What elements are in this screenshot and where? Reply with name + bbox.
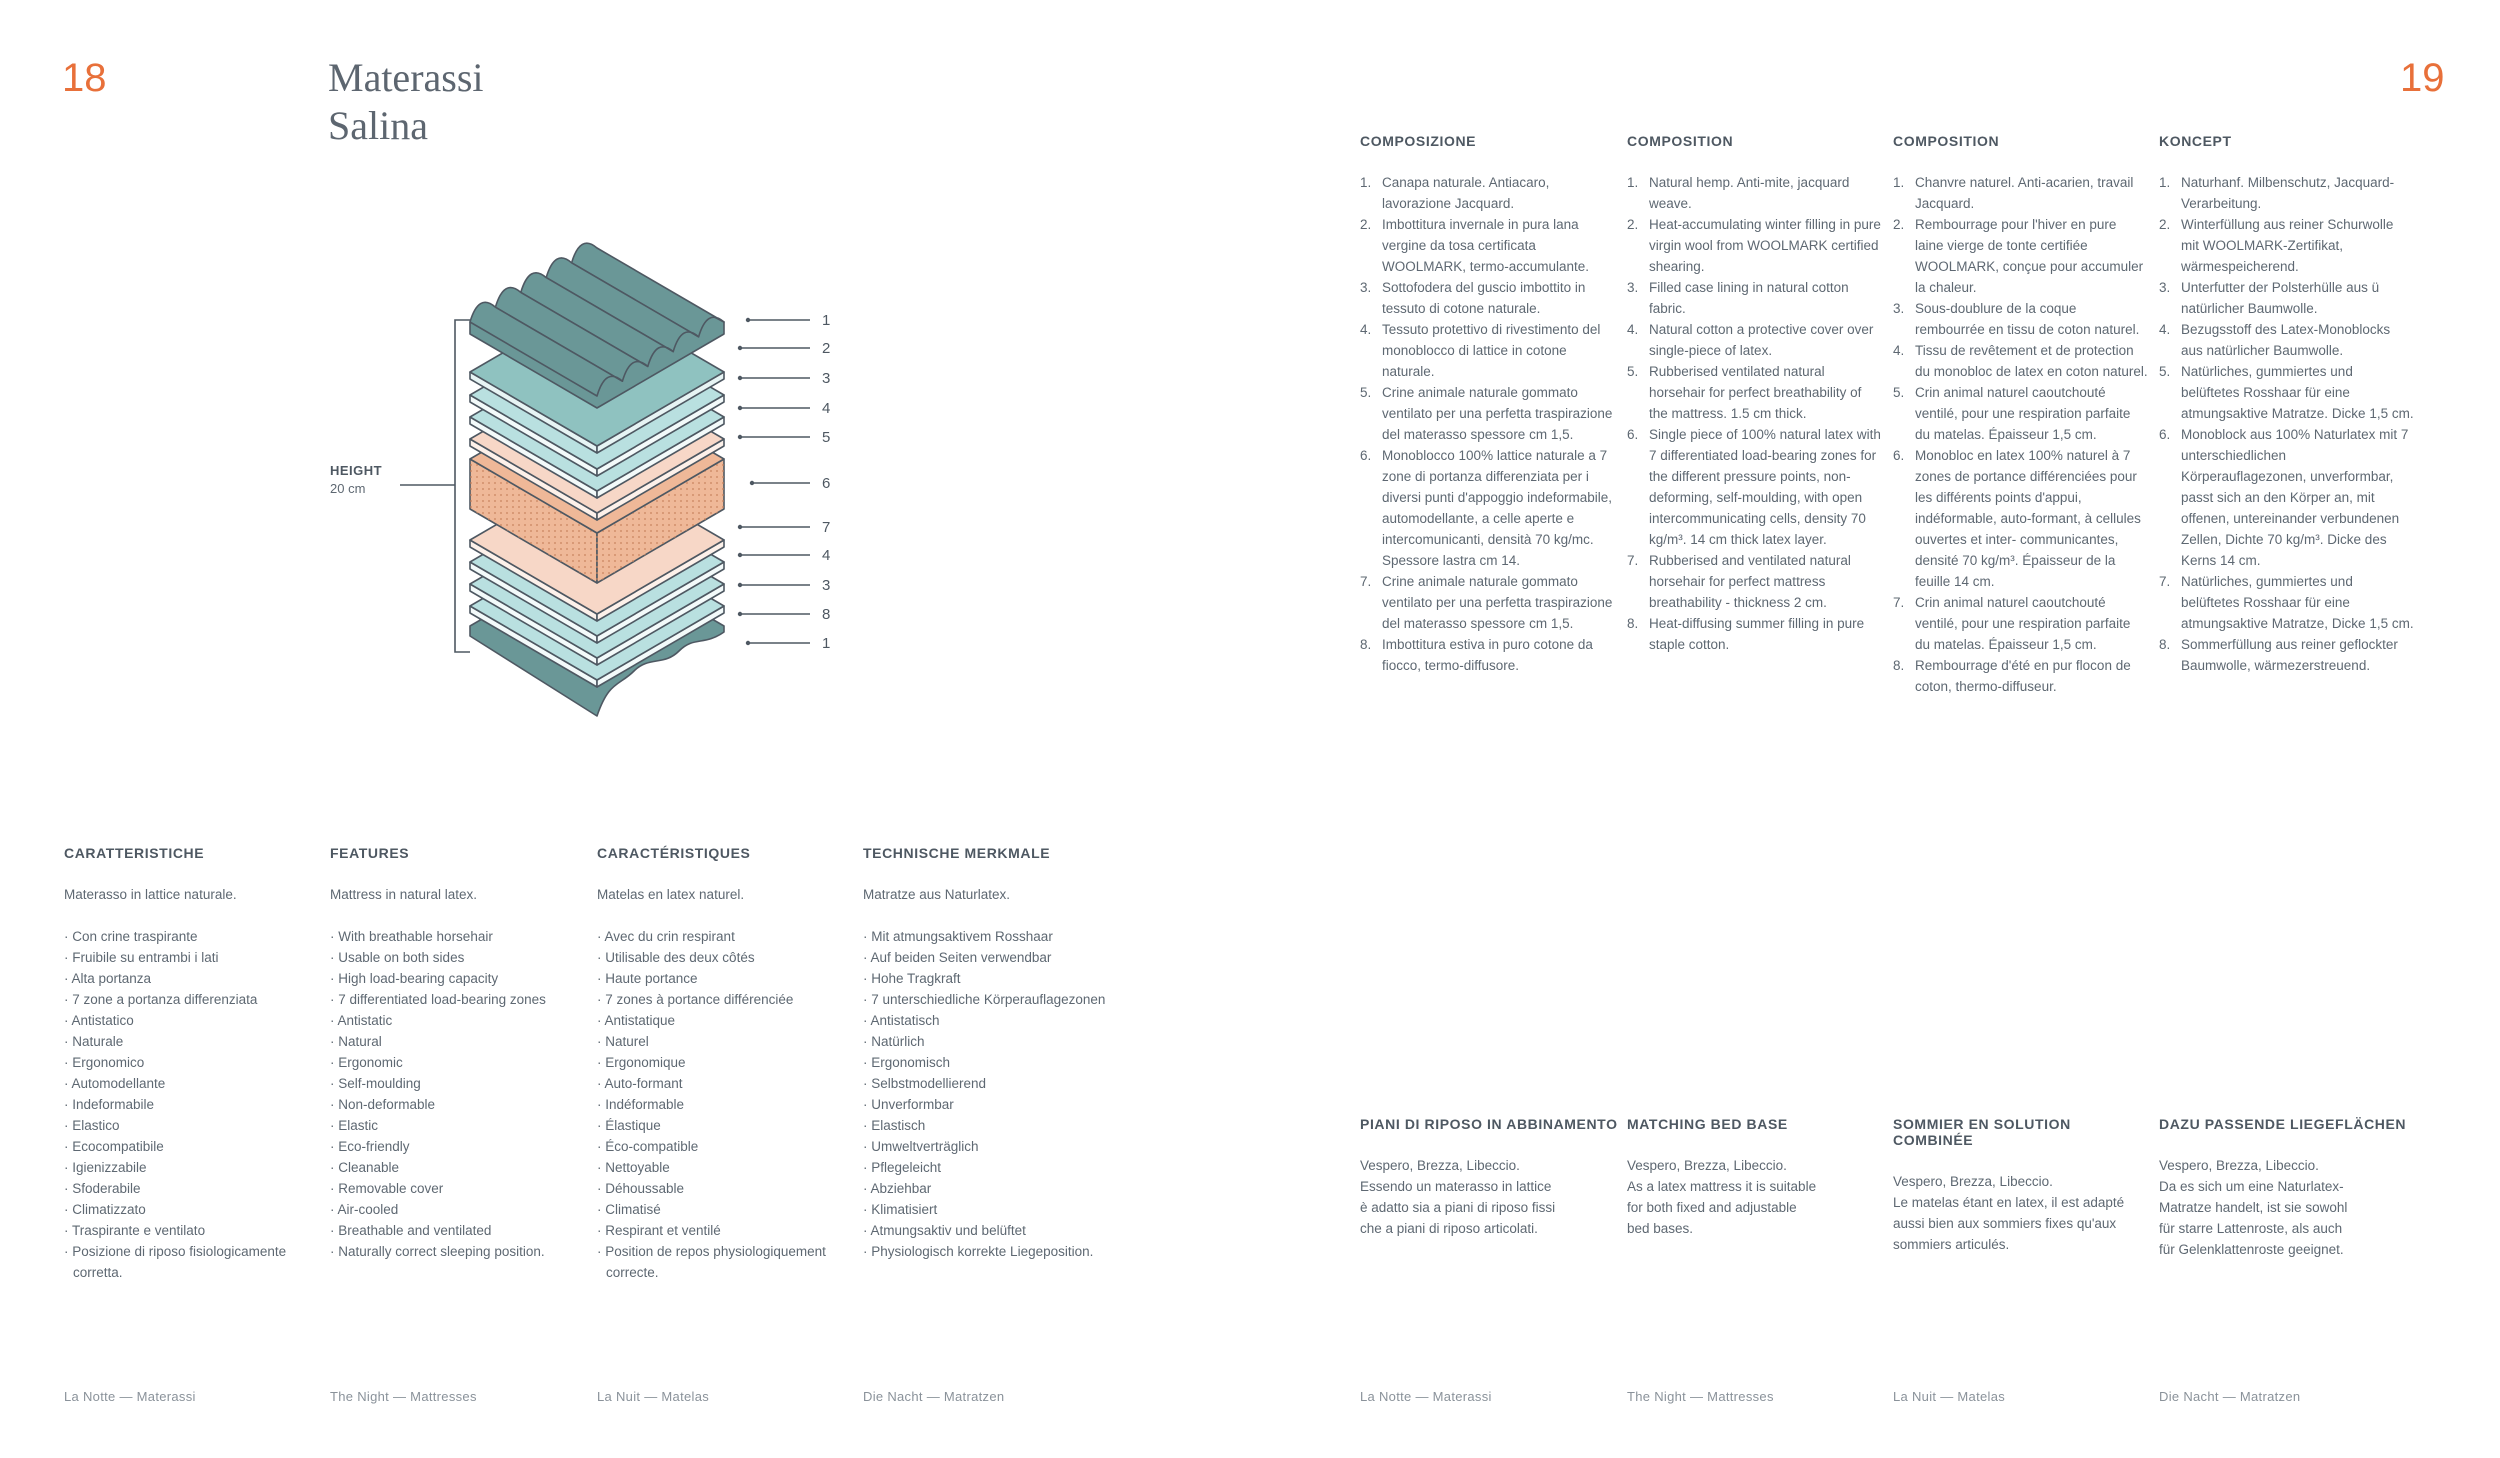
composition-item-text: Winterfüllung aus reiner Schurwolle mit WOOLMARK-Zertifikat, wärmespeicherend. <box>2181 217 2394 274</box>
composition-item-number: 8. <box>1360 637 1372 652</box>
composition-item-text: Imbottitura estiva in puro cotone da fiocco, termo-diffusore. <box>1382 637 1593 673</box>
footer-label: La Nuit — Matelas <box>597 1389 710 1404</box>
feature-item: · Con crine traspirante <box>64 929 198 944</box>
composition-item-text: Unterfutter der Polsterhülle aus ü natürlicher Baumwolle. <box>2181 280 2380 316</box>
composition-item <box>1360 571 1615 634</box>
feature-item: · Ecocompatibile <box>64 1139 164 1154</box>
composition-item <box>1360 214 1615 277</box>
bed-base-text-line: che a piani di riposo articolati. <box>1360 1221 1538 1236</box>
feature-item: · 7 differentiated load-bearing zones <box>330 992 546 1007</box>
composition-item-text: Sottofodera del guscio imbottito in tessuto di cotone naturale. <box>1382 280 1586 316</box>
composition-header: KONCEPT <box>2159 133 2232 149</box>
feature-item: · Physiologisch korrekte Liegeposition. <box>863 1244 1094 1259</box>
feature-item: · Umweltverträglich <box>863 1139 979 1154</box>
features-intro: Matratze aus Naturlatex. <box>863 887 1011 902</box>
bed-base-text-line: Matratze handelt, ist sie sowohl <box>2159 1200 2348 1215</box>
feature-item: · Auf beiden Seiten verwendbar <box>863 950 1052 965</box>
composition-item-number: 2. <box>1893 217 1905 232</box>
composition-column <box>1360 133 1615 676</box>
features-column <box>597 845 847 1283</box>
composition-item-text: Single piece of 100% natural latex with 7 differentiated load-bearing zones for the different pressure points, non-deforming, self-moulding, with open intercommunicating cells, density 70 kg/m³. 14 cm thick latex layer. <box>1649 427 1881 547</box>
feature-item: · Antistatique <box>597 1013 676 1028</box>
composition-item <box>1627 214 1882 277</box>
composition-item-number: 7. <box>1627 553 1639 568</box>
features-header: FEATURES <box>330 845 410 861</box>
layer-number-label: 3 <box>822 577 831 594</box>
features-intro: Mattress in natural latex. <box>330 887 478 902</box>
bed-base-text-line: aussi bien aux sommiers fixes qu'aux <box>1893 1216 2117 1231</box>
layer-number-label: 6 <box>822 475 831 492</box>
feature-item: · Posizione di riposo fisiologicamente corretta. <box>64 1244 287 1280</box>
layer-leader-dot <box>738 553 742 557</box>
layer-leader-dot <box>738 612 742 616</box>
feature-item: · Unverformbar <box>863 1097 954 1112</box>
composition-item-text: Chanvre naturel. Anti-acarien, travail Jacquard. <box>1915 175 2134 211</box>
composition-item-number: 6. <box>1360 448 1372 463</box>
composition-item <box>1893 298 2148 340</box>
feature-item: · Igienizzabile <box>64 1160 147 1175</box>
bed-base-section <box>1360 1116 2420 1316</box>
composition-item-text: Rubberised ventilated natural horsehair for perfect breathability of the mattress. 1.5 cm thick. <box>1649 364 1862 421</box>
footer-label: La Notte — Materassi <box>64 1389 196 1404</box>
composition-item-number: 3. <box>1627 280 1639 295</box>
composition-item-number: 8. <box>2159 637 2171 652</box>
composition-item-number: 1. <box>1627 175 1639 190</box>
composition-item-text: Crin animal naturel caoutchouté ventilé, pour une respiration parfaite du matelas. Épaisseur 1,5 cm. <box>1915 385 2131 442</box>
layer-leader-dot <box>738 376 742 380</box>
layer-number-label: 2 <box>822 340 831 357</box>
composition-column <box>1893 133 2148 697</box>
page-number-left: 18 <box>62 56 107 100</box>
composition-item <box>1893 592 2148 655</box>
feature-item: · Elastisch <box>863 1118 926 1133</box>
feature-item: · Non-deformable <box>330 1097 436 1112</box>
feature-item: · Antistatic <box>330 1013 393 1028</box>
bed-base-text-line: Vespero, Brezza, Libeccio. <box>1893 1174 2053 1189</box>
feature-item: · Avec du crin respirant <box>597 929 735 944</box>
feature-item: · Ergonomico <box>64 1055 145 1070</box>
bed-base-text-line: Essendo un materasso in lattice <box>1360 1179 1552 1194</box>
composition-item-number: 8. <box>1627 616 1639 631</box>
layer-number-label: 1 <box>822 312 831 329</box>
footer-label: The Night — Mattresses <box>330 1389 477 1404</box>
composition-item <box>1360 319 1615 382</box>
composition-item-number: 1. <box>2159 175 2171 190</box>
layer-leader-dot <box>746 641 750 645</box>
feature-item: · Traspirante e ventilato <box>64 1223 206 1238</box>
composition-item <box>1360 277 1615 319</box>
composition-list <box>1360 172 1615 676</box>
composition-item-text: Naturhanf. Milbenschutz, Jacquard-Verarbeitung. <box>2181 175 2395 211</box>
layer-number-label: 4 <box>822 547 831 564</box>
composition-item-number: 5. <box>1360 385 1372 400</box>
feature-item: · With breathable horsehair <box>330 929 493 944</box>
composition-item <box>1627 277 1882 319</box>
footer-label: La Nuit — Matelas <box>1893 1389 2006 1404</box>
composition-item-number: 1. <box>1360 175 1372 190</box>
feature-item: · Klimatisiert <box>863 1202 938 1217</box>
layer-number-label: 4 <box>822 400 831 417</box>
feature-item: · Fruibile su entrambi i lati <box>64 950 219 965</box>
features-column <box>64 845 314 1283</box>
feature-item: · Ergonomic <box>330 1055 403 1070</box>
composition-item-number: 1. <box>1893 175 1905 190</box>
composition-item-number: 5. <box>2159 364 2171 379</box>
composition-item <box>1893 445 2148 592</box>
feature-item: · Breathable and ventilated <box>330 1223 492 1238</box>
composition-item-text: Monoblock aus 100% Naturlatex mit 7 unterschiedlichen Körperauflagezonen, unverformbar, passt sich an den Körper an, mit offenen, untereinander verbundenen Zellen, Dichte 70 kg/m³. Dicke des Kerns 14 cm. <box>2181 427 2409 568</box>
composition-item-number: 7. <box>2159 574 2171 589</box>
composition-item-text: Bezugsstoff des Latex-Monoblocks aus natürlicher Baumwolle. <box>2181 322 2391 358</box>
feature-item: · Sfoderabile <box>64 1181 141 1196</box>
composition-item <box>2159 424 2414 571</box>
height-value: 20 cm <box>330 481 366 496</box>
feature-item: · Natürlich <box>863 1034 925 1049</box>
composition-item <box>1893 655 2148 697</box>
composition-item-text: Filled case lining in natural cotton fabric. <box>1649 280 1849 316</box>
composition-section <box>1360 133 2420 833</box>
feature-item: · Antistatisch <box>863 1013 940 1028</box>
feature-item: · Natural <box>330 1034 382 1049</box>
bed-base-text-line: Vespero, Brezza, Libeccio. <box>1360 1158 1520 1173</box>
composition-header: COMPOSITION <box>1627 133 1734 149</box>
composition-item <box>1627 424 1882 550</box>
bed-base-header: DAZU PASSENDE LIEGEFLÄCHEN <box>2159 1116 2407 1132</box>
composition-item-number: 7. <box>1360 574 1372 589</box>
feature-item: · Auto-formant <box>597 1076 683 1091</box>
composition-item <box>1893 382 2148 445</box>
footer-right <box>1360 1389 2420 1409</box>
composition-item <box>1360 382 1615 445</box>
composition-item-text: Crin animal naturel caoutchouté ventilé, pour une respiration parfaite du matelas. Épaisseur 1,5 cm. <box>1915 595 2131 652</box>
composition-item-number: 2. <box>2159 217 2171 232</box>
feature-item: · Selbstmodellierend <box>863 1076 987 1091</box>
composition-list <box>2159 172 2414 676</box>
feature-item: · Utilisable des deux côtés <box>597 950 755 965</box>
footer-label: Die Nacht — Matratzen <box>2159 1389 2301 1404</box>
height-label: HEIGHT <box>330 463 383 478</box>
bed-base-text-line: für starre Lattenroste, als auch <box>2159 1221 2343 1236</box>
features-list <box>597 926 847 1283</box>
features-list <box>64 926 314 1283</box>
feature-item: · Mit atmungsaktivem Rosshaar <box>863 929 1053 944</box>
footer-left <box>64 1389 1144 1409</box>
bed-base-text-line: Da es sich um eine Naturlatex- <box>2159 1179 2344 1194</box>
features-section <box>64 845 1144 1345</box>
feature-item: · 7 zones à portance différenciée <box>597 992 794 1007</box>
feature-item: · Removable cover <box>330 1181 444 1196</box>
composition-item <box>2159 361 2414 424</box>
feature-item: · 7 zone a portanza differenziata <box>64 992 258 1007</box>
composition-item <box>1360 172 1615 214</box>
features-list <box>330 926 580 1262</box>
feature-item: · Naturel <box>597 1034 649 1049</box>
composition-item-text: Rembourrage d'été en pur flocon de coton, thermo-diffuseur. <box>1915 658 2131 694</box>
composition-item-text: Tessuto protettivo di rivestimento del monoblocco di lattice in cotone naturale. <box>1382 322 1601 379</box>
features-list <box>863 926 1123 1262</box>
feature-item: · Self-moulding <box>330 1076 421 1091</box>
features-header: TECHNISCHE MERKMALE <box>863 845 1051 861</box>
composition-item <box>2159 172 2414 214</box>
bed-base-text-line: Vespero, Brezza, Libeccio. <box>2159 1158 2319 1173</box>
feature-item: · Elastico <box>64 1118 120 1133</box>
composition-item-text: Canapa naturale. Antiacaro, lavorazione Jacquard. <box>1382 175 1550 211</box>
feature-item: · Abziehbar <box>863 1181 932 1196</box>
composition-item <box>1627 319 1882 361</box>
layer-leader-dot <box>738 406 742 410</box>
composition-item <box>1893 340 2148 382</box>
feature-item: · 7 unterschiedliche Körperauflagezonen <box>863 992 1106 1007</box>
composition-item <box>2159 214 2414 277</box>
feature-item: · Atmungsaktiv und belüftet <box>863 1223 1026 1238</box>
feature-item: · Éco-compatible <box>597 1139 699 1154</box>
composition-item-text: Heat-diffusing summer filling in pure staple cotton. <box>1649 616 1865 652</box>
feature-item: · Déhoussable <box>597 1181 685 1196</box>
bed-base-text-line: Le matelas étant en latex, il est adapté <box>1893 1195 2125 1210</box>
bed-base-column <box>1893 1116 2155 1255</box>
composition-item <box>2159 277 2414 319</box>
bed-base-text-line: sommiers articulés. <box>1893 1237 2010 1252</box>
features-header: CARATTERISTICHE <box>64 845 205 861</box>
composition-item-text: Natürliches, gummiertes und belüftetes Rosshaar für eine atmungsaktive Matratze, Dicke 1,5 cm. <box>2181 574 2414 631</box>
feature-item: · Hohe Tragkraft <box>863 971 961 986</box>
composition-item-number: 4. <box>2159 322 2171 337</box>
features-intro: Matelas en latex naturel. <box>597 887 745 902</box>
feature-item: · Ergonomisch <box>863 1055 951 1070</box>
feature-item: · Indéformable <box>597 1097 685 1112</box>
composition-item-number: 3. <box>1893 301 1905 316</box>
composition-item-text: Tissu de revêtement et de protection du monobloc de latex en coton naturel. <box>1915 343 2148 379</box>
composition-item-text: Natural cotton a protective cover over single-piece of latex. <box>1649 322 1874 358</box>
composition-item <box>1893 172 2148 214</box>
composition-list <box>1893 172 2148 697</box>
composition-item-number: 4. <box>1893 343 1905 358</box>
feature-item: · Automodellante <box>64 1076 166 1091</box>
composition-item-number: 6. <box>1893 448 1905 463</box>
layer-number-label: 7 <box>822 519 831 536</box>
feature-item: · Naturally correct sleeping position. <box>330 1244 545 1259</box>
composition-item <box>1627 361 1882 424</box>
feature-item: · Usable on both sides <box>330 950 465 965</box>
composition-column <box>1627 133 1882 655</box>
composition-item-number: 6. <box>1627 427 1639 442</box>
composition-item-number: 8. <box>1893 658 1905 673</box>
feature-item: · Indeformabile <box>64 1097 155 1112</box>
layer-leader-dot <box>738 583 742 587</box>
composition-item <box>1360 445 1615 571</box>
feature-item: · Alta portanza <box>64 971 152 986</box>
feature-item: · Cleanable <box>330 1160 400 1175</box>
feature-item: · Air-cooled <box>330 1202 399 1217</box>
composition-item <box>2159 571 2414 634</box>
composition-item-text: Rembourrage pour l'hiver en pure laine vierge de tonte certifiée WOOLMARK, conçue pour accumuler la chaleur. <box>1915 217 2144 295</box>
composition-item <box>1360 634 1615 676</box>
composition-item <box>1627 172 1882 214</box>
layer-leader-dot <box>738 346 742 350</box>
composition-item-number: 4. <box>1360 322 1372 337</box>
bed-base-column <box>2159 1116 2421 1260</box>
features-header: CARACTÉRISTIQUES <box>597 845 751 861</box>
composition-item-text: Crine animale naturale gommato ventilato per una perfetta traspirazione del materasso spessore cm 1,5. <box>1382 574 1613 631</box>
feature-item: · Elastic <box>330 1118 379 1133</box>
composition-item-number: 7. <box>1893 595 1905 610</box>
composition-item-text: Natürliches, gummiertes und belüftetes Rosshaar für eine atmungsaktive Matratze. Dicke 1,5 cm. <box>2181 364 2414 421</box>
feature-item: · Élastique <box>597 1118 661 1133</box>
layer-leader-dot <box>746 318 750 322</box>
title-line-2: Salina <box>328 103 428 148</box>
footer-label: Die Nacht — Matratzen <box>863 1389 1005 1404</box>
composition-item-number: 2. <box>1627 217 1639 232</box>
features-column <box>330 845 580 1262</box>
layer-number-label: 5 <box>822 429 831 446</box>
bed-base-text-line: As a latex mattress it is suitable <box>1627 1179 1817 1194</box>
page-number-right: 19 <box>2400 56 2445 100</box>
feature-item: · Position de repos physiologiquement correcte. <box>597 1244 826 1280</box>
composition-header: COMPOSIZIONE <box>1360 133 1477 149</box>
feature-item: · Pflegeleicht <box>863 1160 942 1175</box>
layer-number-label: 3 <box>822 370 831 387</box>
bed-base-column <box>1360 1116 1622 1239</box>
feature-item: · Eco-friendly <box>330 1139 410 1154</box>
bed-base-text-line: è adatto sia a piani di riposo fissi <box>1360 1200 1556 1215</box>
feature-item: · Antistatico <box>64 1013 134 1028</box>
composition-item-text: Crine animale naturale gommato ventilato per una perfetta traspirazione del materasso spessore cm 1,5. <box>1382 385 1613 442</box>
composition-item-text: Sous-doublure de la coque rembourrée en tissu de coton naturel. <box>1915 301 2140 337</box>
feature-item: · Climatisé <box>597 1202 661 1217</box>
composition-item-text: Imbottitura invernale in pura lana vergine da tosa certificata WOOLMARK, termo-accumulante. <box>1382 217 1590 274</box>
features-column <box>863 845 1123 1262</box>
composition-item-number: 6. <box>2159 427 2171 442</box>
composition-item-number: 5. <box>1627 364 1639 379</box>
composition-item <box>1893 214 2148 298</box>
composition-item <box>1627 550 1882 613</box>
bed-base-header: SOMMIER EN SOLUTION COMBINÉE <box>1893 1116 2071 1148</box>
bed-base-text-line: for both fixed and adjustable <box>1627 1200 1797 1215</box>
composition-list <box>1627 172 1882 655</box>
composition-item-text: Rubberised and ventilated natural horsehair for perfect mattress breathability - thickness 2 cm. <box>1649 553 1851 610</box>
feature-item: · Ergonomique <box>597 1055 686 1070</box>
bed-base-header: PIANI DI RIPOSO IN ABBINAMENTO <box>1360 1116 1618 1132</box>
feature-item: · Climatizzato <box>64 1202 146 1217</box>
feature-item: · High load-bearing capacity <box>330 971 499 986</box>
composition-item-number: 5. <box>1893 385 1905 400</box>
composition-item-number: 2. <box>1360 217 1372 232</box>
composition-item <box>2159 634 2414 676</box>
layer-leader-dot <box>738 435 742 439</box>
footer-label: La Notte — Materassi <box>1360 1389 1492 1404</box>
bed-base-header: MATCHING BED BASE <box>1627 1116 1788 1132</box>
composition-item-text: Sommerfüllung aus reiner geflockter Baumwolle, wärmezerstreuend. <box>2181 637 2398 673</box>
composition-item-number: 3. <box>2159 280 2171 295</box>
bed-base-text-line: bed bases. <box>1627 1221 1694 1236</box>
footer-label: The Night — Mattresses <box>1627 1389 1774 1404</box>
bed-base-column <box>1627 1116 1889 1239</box>
features-intro: Materasso in lattice naturale. <box>64 887 237 902</box>
title-line-1: Materassi <box>328 55 484 100</box>
composition-header: COMPOSITION <box>1893 133 2000 149</box>
mattress-layer-diagram <box>0 0 1000 760</box>
composition-item <box>1627 613 1882 655</box>
feature-item: · Respirant et ventilé <box>597 1223 721 1238</box>
layer-leader-dot <box>750 481 754 485</box>
feature-item: · Nettoyable <box>597 1160 670 1175</box>
feature-item: · Naturale <box>64 1034 124 1049</box>
composition-item-number: 3. <box>1360 280 1372 295</box>
layer-number-label: 8 <box>822 606 831 623</box>
composition-item-number: 4. <box>1627 322 1639 337</box>
bed-base-text-line: Vespero, Brezza, Libeccio. <box>1627 1158 1787 1173</box>
composition-item-text: Natural hemp. Anti-mite, jacquard weave. <box>1649 175 1850 211</box>
composition-item-text: Monoblocco 100% lattice naturale a 7 zone di portanza differenziata per i diversi punti d'appoggio indeformabile, automodellante, a celle aperte e intercomunicanti, densità 70 kg/mc. Spessore lastra cm 14. <box>1382 448 1612 568</box>
composition-item-text: Monobloc en latex 100% naturel à 7 zones de portance différenciées pour les différents points d'appui, indéformable, auto-formant, à cellules ouvertes et inter- communicantes, densité 70 kg/m³. Épaisseur de la feuille 14 cm. <box>1915 448 2141 589</box>
composition-item-text: Heat-accumulating winter filling in pure virgin wool from WOOLMARK certified shearing. <box>1649 217 1881 274</box>
layer-leader-dot <box>738 525 742 529</box>
feature-item: · Haute portance <box>597 971 698 986</box>
composition-column <box>2159 133 2414 676</box>
layer-number-label: 1 <box>822 635 831 652</box>
bed-base-text-line: für Gelenklattenroste geeignet. <box>2159 1242 2344 1257</box>
composition-item <box>2159 319 2414 361</box>
